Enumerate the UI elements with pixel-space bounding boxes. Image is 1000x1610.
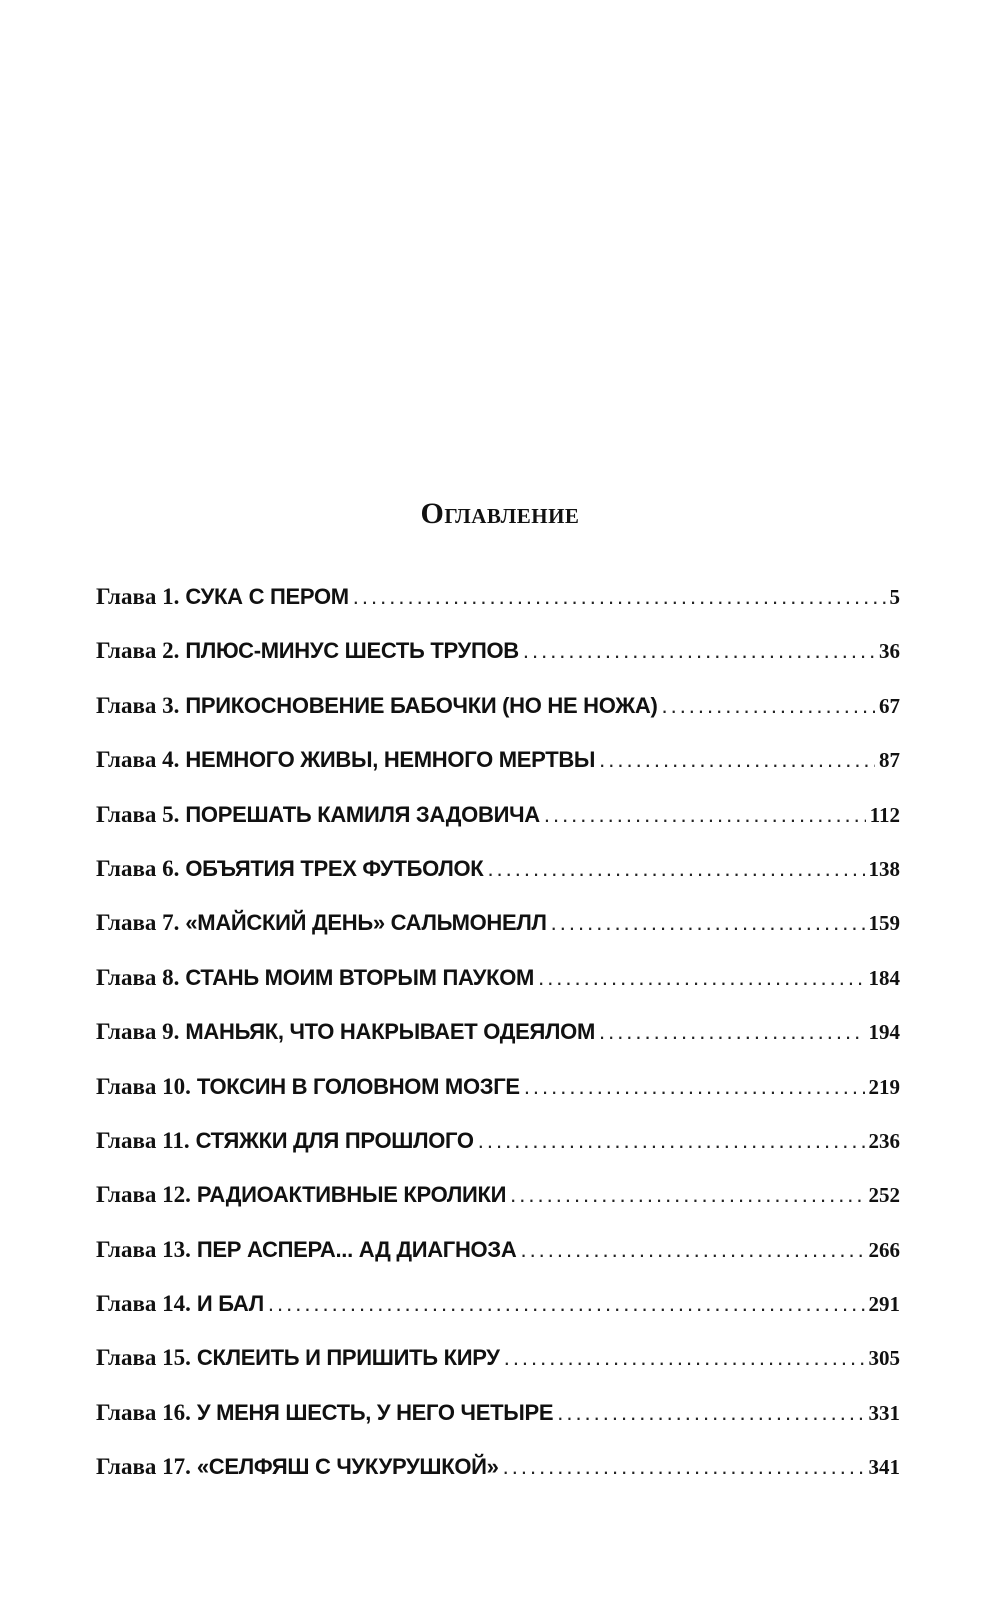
toc-entry-8	[96, 965, 900, 1019]
page-number: 331	[868, 1400, 900, 1425]
dot-leader	[661, 693, 875, 719]
toc-entry-13	[96, 1237, 900, 1291]
dot-leader	[538, 965, 864, 991]
toc-entry-14	[96, 1291, 900, 1345]
chapter-title: СТАНЬ МОИМ ВТОРЫМ ПАУКОМ	[185, 964, 535, 990]
chapter-title: У МЕНЯ ШЕСТЬ, У НЕГО ЧЕТЫРЕ	[196, 1399, 554, 1425]
dot-leader	[557, 1400, 864, 1426]
dot-leader	[520, 1237, 864, 1263]
page-number: 138	[868, 856, 900, 881]
chapter-label: Глава 2.	[96, 638, 180, 664]
page-number: 305	[868, 1346, 900, 1371]
chapter-label: Глава 12.	[96, 1182, 191, 1208]
toc-entry-2	[96, 638, 900, 692]
toc-entry-7	[96, 910, 900, 964]
page-number: 236	[868, 1128, 900, 1153]
chapter-label: Глава 16.	[96, 1399, 191, 1425]
page-number: 266	[868, 1237, 900, 1262]
chapter-label: Глава 5.	[96, 801, 180, 827]
dot-leader	[478, 1128, 865, 1154]
toc-entry-10	[96, 1074, 900, 1128]
chapter-title: ПЛЮС-МИНУС ШЕСТЬ ТРУПОВ	[185, 638, 519, 664]
toc-entry-9	[96, 1019, 900, 1073]
chapter-title: СКЛЕИТЬ И ПРИШИТЬ КИРУ	[196, 1345, 500, 1371]
chapter-label: Глава 11.	[96, 1127, 190, 1153]
dot-leader	[524, 1074, 865, 1100]
dot-leader	[268, 1291, 865, 1317]
dot-leader	[353, 584, 886, 610]
page-number: 36	[879, 639, 900, 664]
chapter-label: Глава 15.	[96, 1345, 191, 1371]
toc-entry-17	[96, 1454, 900, 1508]
dot-leader	[503, 1454, 865, 1480]
toc-heading: Оглавление	[420, 497, 580, 530]
dot-leader	[504, 1345, 865, 1371]
chapter-title: ТОКСИН В ГОЛОВНОМ МОЗГЕ	[196, 1073, 520, 1099]
page-number: 184	[868, 965, 900, 990]
chapter-title: ПРИКОСНОВЕНИЕ БАБОЧКИ (НО НЕ НОЖА)	[185, 692, 658, 718]
chapter-title: ПОРЕШАТЬ КАМИЛЯ ЗАДОВИЧА	[185, 801, 540, 827]
toc-entry-11	[96, 1128, 900, 1182]
toc-entry-4	[96, 747, 900, 801]
toc-entry-3	[96, 693, 900, 747]
chapter-title: «МАЙСКИЙ ДЕНЬ» САЛЬМОНЕЛЛ	[185, 910, 547, 936]
chapter-title: СУКА С ПЕРОМ	[185, 584, 349, 609]
dot-leader	[487, 856, 864, 882]
chapter-title: МАНЬЯК, ЧТО НАКРЫВАЕТ ОДЕЯЛОМ	[185, 1019, 595, 1045]
toc-list	[96, 584, 900, 1509]
dot-leader	[599, 747, 875, 773]
chapter-title: ОБЪЯТИЯ ТРЕХ ФУТБОЛОК	[185, 855, 484, 881]
page-number: 219	[868, 1074, 900, 1099]
chapter-label: Глава 14.	[96, 1291, 191, 1317]
chapter-label: Глава 13.	[96, 1236, 191, 1262]
chapter-label: Глава 17.	[96, 1454, 191, 1480]
chapter-title: СТЯЖКИ ДЛЯ ПРОШЛОГО	[195, 1127, 474, 1153]
toc-entry-1	[96, 584, 900, 638]
chapter-title: И БАЛ	[196, 1291, 264, 1317]
toc-entry-15	[96, 1345, 900, 1399]
page-number: 341	[868, 1455, 900, 1480]
chapter-label: Глава 1.	[96, 584, 180, 609]
page-number: 194	[868, 1020, 900, 1045]
chapter-title: РАДИОАКТИВНЫЕ КРОЛИКИ	[196, 1182, 507, 1208]
chapter-label: Глава 8.	[96, 964, 180, 990]
page-number: 5	[889, 585, 900, 609]
toc-entry-16	[96, 1400, 900, 1454]
chapter-label: Глава 9.	[96, 1019, 180, 1045]
dot-leader	[510, 1182, 864, 1208]
page-number: 291	[868, 1292, 900, 1317]
chapter-title: ПЕР АСПЕРА... АД ДИАГНОЗА	[196, 1236, 517, 1262]
page-number: 112	[869, 802, 900, 827]
chapter-label: Глава 7.	[96, 910, 180, 936]
page-number: 87	[879, 748, 900, 773]
chapter-title: НЕМНОГО ЖИВЫ, НЕМНОГО МЕРТВЫ	[185, 747, 596, 773]
page-number: 252	[868, 1183, 900, 1208]
chapter-title: «СЕЛФЯШ С ЧУКУРУШКОЙ»	[196, 1454, 499, 1480]
chapter-label: Глава 4.	[96, 747, 180, 773]
dot-leader	[523, 638, 875, 664]
toc-entry-12	[96, 1182, 900, 1236]
toc-entry-6	[96, 856, 900, 910]
dot-leader	[551, 910, 865, 936]
page-number: 67	[879, 693, 900, 718]
page-number: 159	[868, 911, 900, 936]
chapter-label: Глава 3.	[96, 692, 180, 718]
chapter-label: Глава 6.	[96, 855, 180, 881]
toc-entry-5	[96, 802, 900, 856]
dot-leader	[544, 802, 866, 828]
chapter-label: Глава 10.	[96, 1073, 191, 1099]
dot-leader	[599, 1019, 865, 1045]
